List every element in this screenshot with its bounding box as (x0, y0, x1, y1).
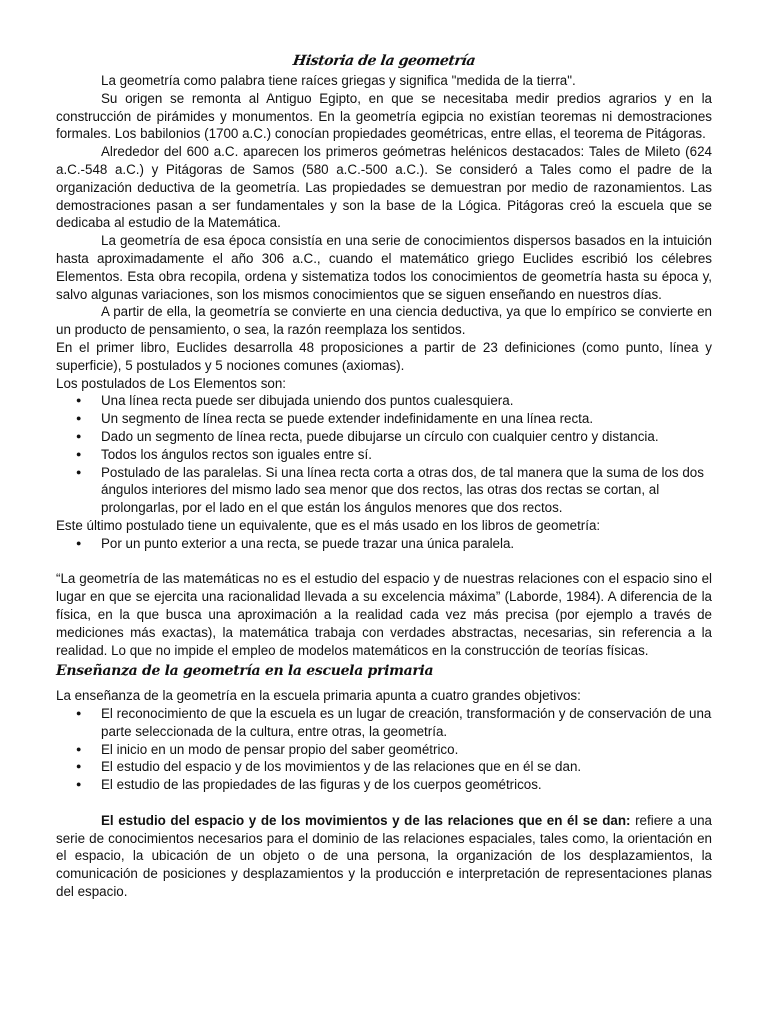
paragraph-body: refiere a una serie de conocimientos necesarios para el dominio de las relaciones espaciales, tales como, la orientación en el espacio, la ubicación de un objeto o de una persona, la organización de los desplazamientos, la comunicación de posiciones y desplazamientos y la producción e interpretación de representaciones planas del espacio. (56, 812, 713, 900)
paragraph-deductive-science: A partir de ella, la geometría se convierte en una ciencia deductiva, ya que lo empírico se convierte en un producto de pensamiento, o sea, la razón reemplaza los sentidos. (56, 304, 712, 338)
list-item: ● El reconocimiento de que la escuela es un lugar de creación, transformación y de conservación de una parte seleccionada de la cultura, entre otras, la geometría. (101, 705, 712, 741)
paragraph-euclid-elements: La geometría de esa época consistía en una serie de conocimientos dispersos basados en la intuición hasta aproximadamente el año 306 a.C., cuando el matemático griego Euclides escribió los célebres Elementos. Esta obra recopila, ordena y sistematiza todos los conocimientos de geometría hasta su época y, salvo algunas variaciones, son los mismos conocimientos que se siguen enseñando en nuestros días. (56, 233, 712, 302)
paragraph-etymology: La geometría como palabra tiene raíces griegas y significa "medida de la tierra". (101, 73, 576, 88)
paragraph-laborde-quote: “La geometría de las matemáticas no es el estudio del espacio y de nuestras relaciones con el espacio sino el lugar en que se ejercita una racionalidad llevada a su excelencia máxima” (Laborde, 1984). A diferencia de la física, en la que busca una aproximación a la realidad cada vez más precisa (por ejemplo a través de mediciones más exactas), la matemática trabaja con verdades abstractas, necesarias, sin referencia a la realidad. Lo que no impide el empleo de modelos matemáticos en la construcción de teorías físicas. (56, 571, 712, 658)
spacer (56, 794, 712, 812)
list-item: ● El estudio del espacio y de los movimientos y de las relaciones que en él se dan. (101, 758, 712, 776)
list-item: ● El estudio de las propiedades de las figuras y de los cuerpos geométricos. (101, 776, 712, 794)
list-item: ● Una línea recta puede ser dibujada uniendo dos puntos cualesquiera. (101, 392, 712, 410)
list-item: ● Todos los ángulos rectos son iguales entre sí. (101, 446, 712, 464)
document-page (56, 50, 712, 901)
paragraph-equivalent-intro: Este último postulado tiene un equivalente, que es el más usado en los libros de geometría: (56, 517, 601, 533)
paragraph-egypt-origin: Su origen se remonta al Antiguo Egipto, en que se necesitaba medir predios agrarios y en la construcción de pirámides y monumentos. En la geometría egipcia no existían teoremas ni demostraciones formales. Los babilonios (1700 a.C.) conocían propiedades geométricas, entre ellas, el teorema de Pitágoras. (56, 90, 712, 142)
paragraph-objectives-intro: La enseñanza de la geometría en la escuela primaria apunta a cuatro grandes objetivos: (56, 688, 581, 704)
equivalent-list (56, 535, 712, 553)
bold-lead-in: El estudio del espacio y de los movimientos y de las relaciones que en él se dan: (101, 812, 631, 828)
paragraph-postulates-intro: Los postulados de Los Elementos son: (56, 375, 287, 391)
postulates-list (56, 392, 712, 517)
list-item: ● Un segmento de línea recta se puede extender indefinidamente en una línea recta. (101, 410, 712, 428)
paragraph-hellenic-geometers: Alrededor del 600 a.C. aparecen los primeros geómetras helénicos destacados: Tales de Mileto (624 a.C.-548 a.C.) y Pitágoras de Samos (580 a.C.-500 a.C.). Se consideró a Tales como el padre de la organización deductiva de la geometría. Las propiedades se demuestran por medio de razonamientos. Las demostraciones pasan a ser fundamentales y son la base de la Lógica. Pitágoras creó la escuela que se dedicaba al estudio de la Matemática. (56, 144, 712, 231)
objectives-list (56, 705, 712, 794)
spacer (56, 553, 712, 571)
list-item: ● Por un punto exterior a una recta, se puede trazar una única paralela. (101, 535, 712, 553)
paragraph-space-study (56, 812, 712, 901)
list-item: ● Dado un segmento de línea recta, puede dibujarse un círculo con cualquier centro y distancia. (101, 428, 712, 446)
document-title: Historia de la geometría (291, 53, 477, 69)
list-item: ● Postulado de las paralelas. Si una línea recta corta a otras dos, de tal manera que la suma de los dos ángulos interiores del mismo lado sea menor que dos rectos, las otras dos rectas se cortan, al prolongarlas, por el lado en el que están los ángulos menores que dos rectos. (101, 464, 712, 517)
section-heading-primary-school: Enseñanza de la geometría en la escuela primaria (56, 663, 434, 680)
paragraph-first-book: En el primer libro, Euclides desarrolla 48 proposiciones a partir de 23 definiciones (como punto, línea y superficie), 5 postulados y 5 nociones comunes (axiomas). (56, 339, 712, 373)
list-item: ● El inicio en un modo de pensar propio del saber geométrico. (101, 741, 712, 759)
